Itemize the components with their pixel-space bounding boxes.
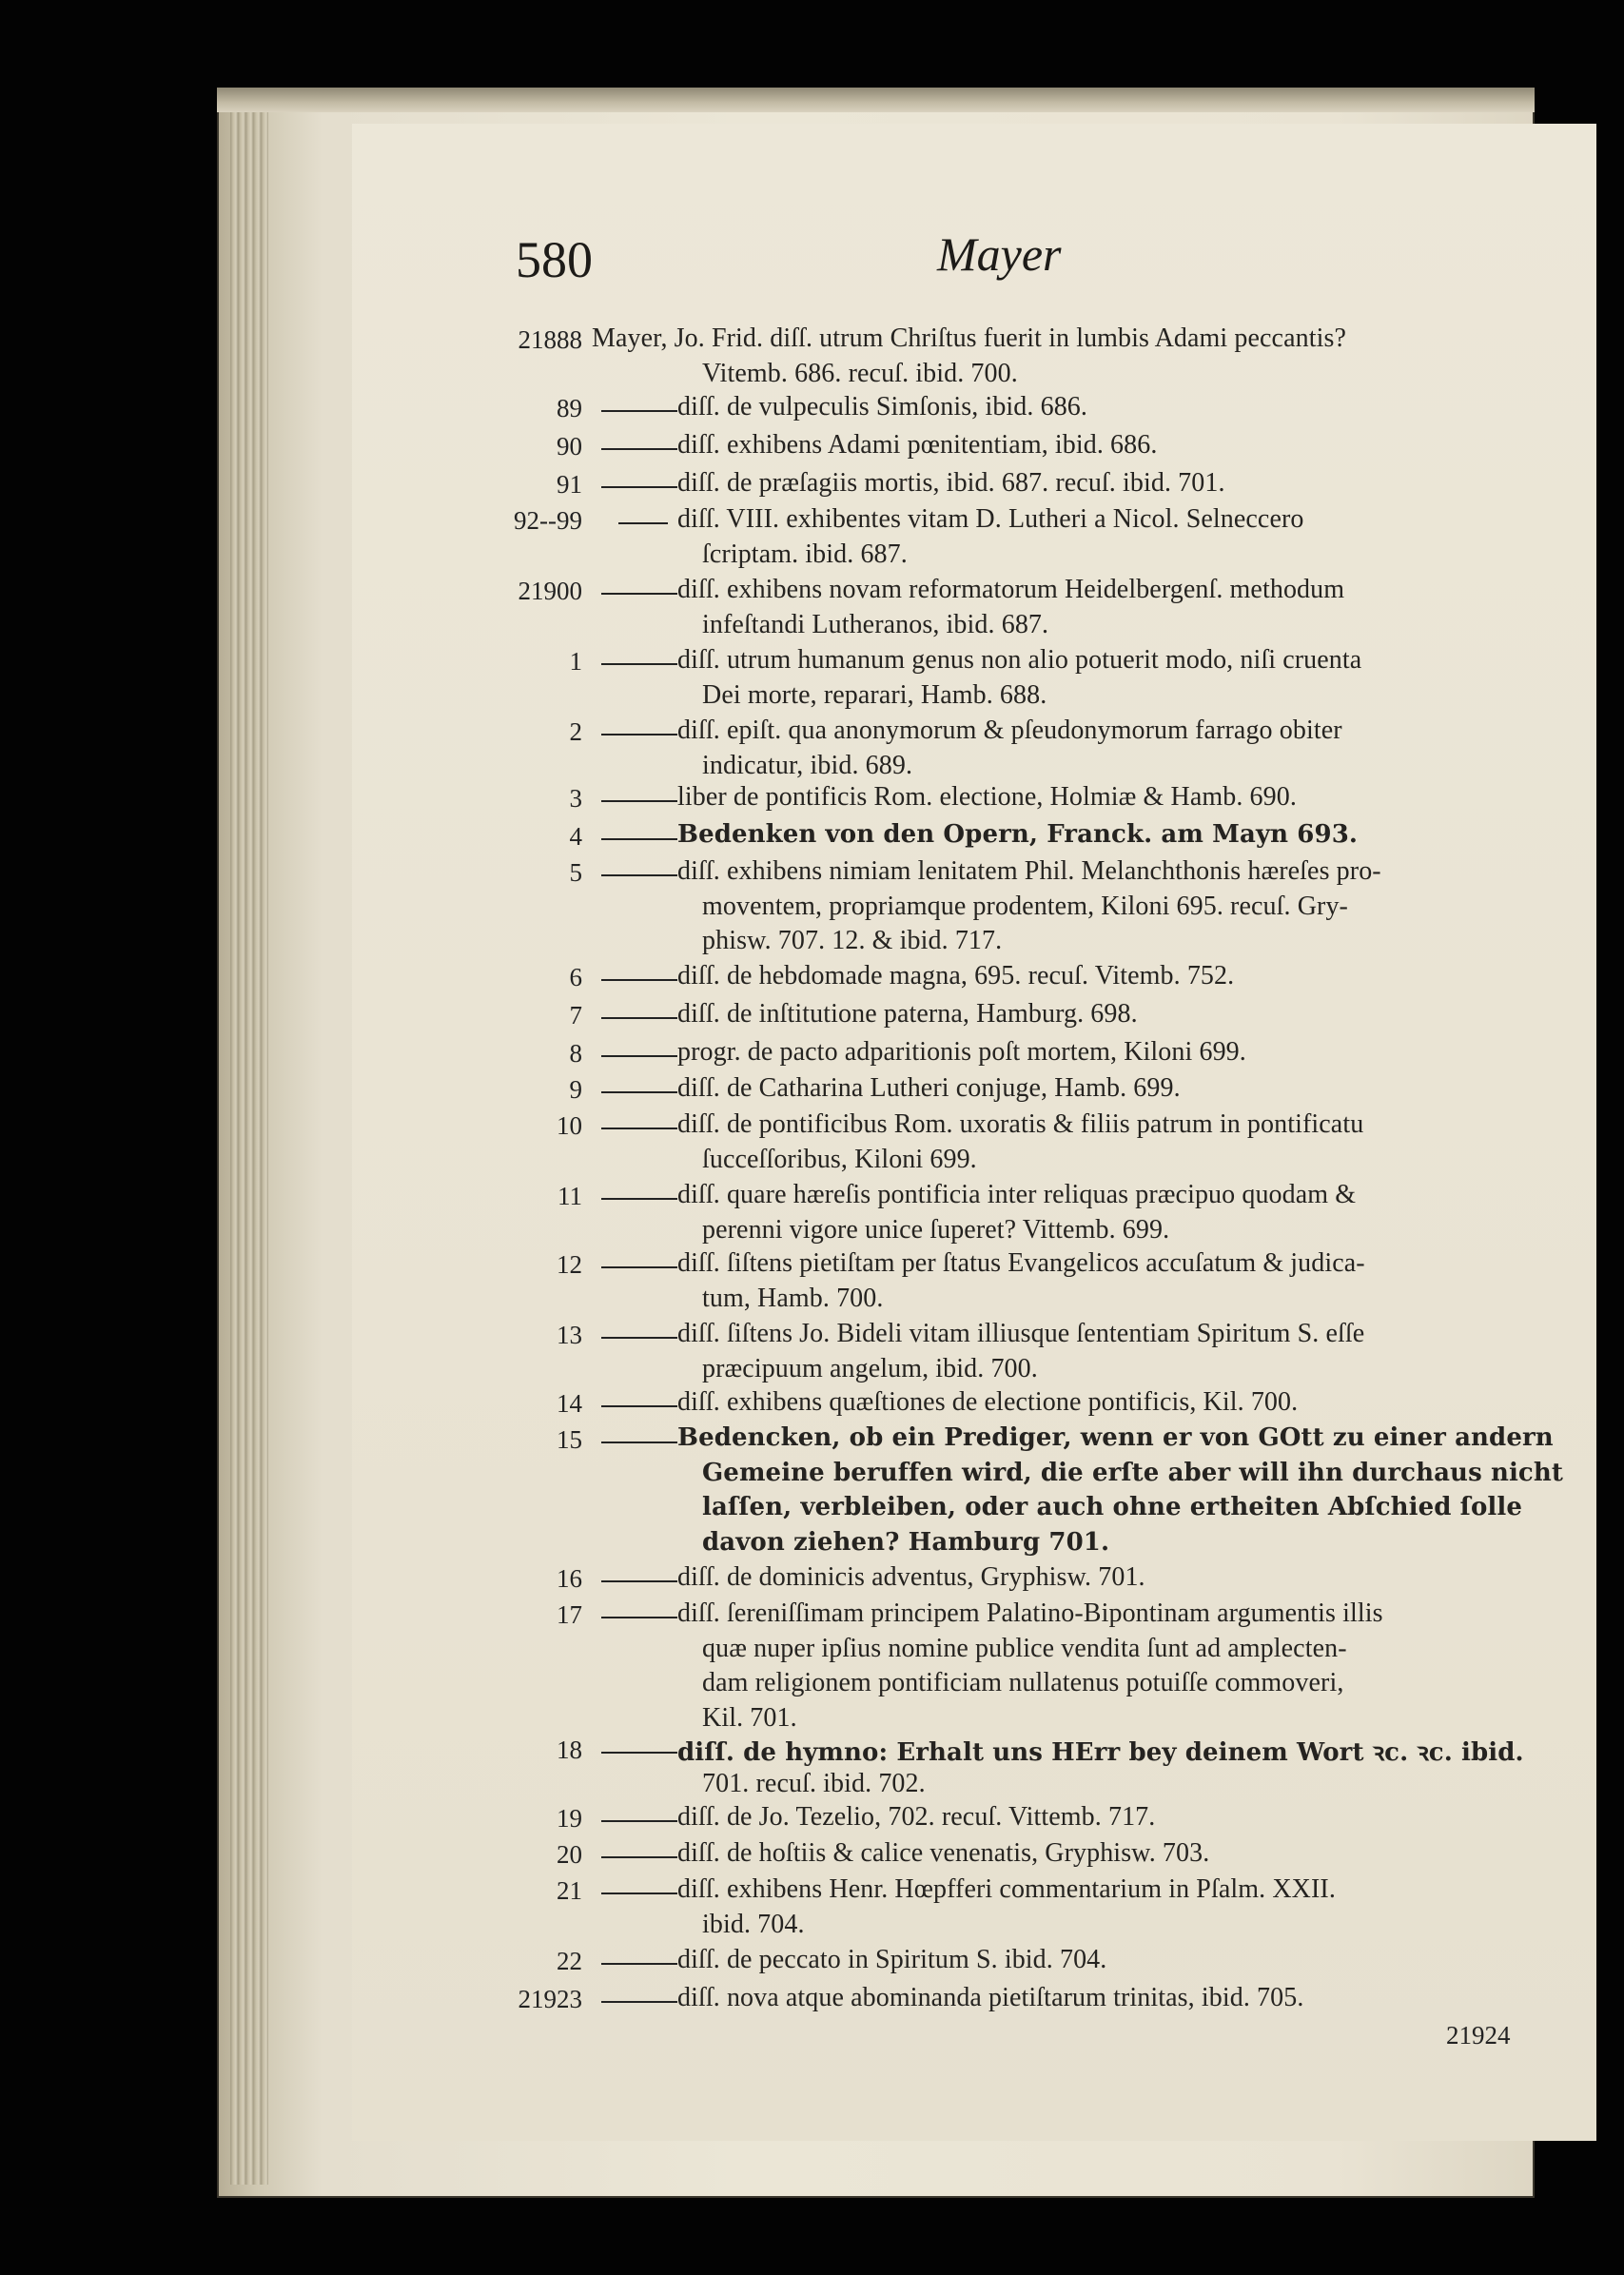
entry-text: diſſ. de hymno: Erhalt uns HErr bey deinem Wort ꝛc. ꝛc. ibid.	[677, 1738, 1524, 1767]
entry-number: 20	[557, 1840, 582, 1869]
entry-number: 11	[558, 1182, 582, 1210]
entry-dash	[601, 800, 677, 802]
entry-number: 91	[557, 470, 582, 499]
entry-dash	[601, 1091, 677, 1093]
entry-number: 10	[557, 1111, 582, 1140]
catchword: 21924	[1446, 2021, 1511, 2049]
entry-dash	[601, 1580, 677, 1582]
entry-number: 6	[569, 963, 582, 991]
entry-text: diſſ. de hoſtiis & calice venenatis, Gryphisw. 703.	[677, 1838, 1210, 1868]
entry-text: diſſ. utrum humanum genus non alio potuerit modo, niſi cruenta	[677, 645, 1362, 675]
entry-text: diſſ. quare hæreſis pontificia inter reliquas præcipuo quodam &	[677, 1180, 1357, 1209]
entry-dash	[601, 734, 677, 735]
entry-dash	[601, 1128, 677, 1129]
entry-dash	[601, 1198, 677, 1200]
entry-number: 3	[569, 784, 582, 813]
entry-text: diſſ. de hebdomade magna, 695. recuſ. Vitemb. 752.	[677, 961, 1235, 990]
entry-text-continuation: Dei morte, reparari, Hamb. 688.	[702, 679, 1047, 710]
entry-dash	[601, 1337, 677, 1339]
entry-text-continuation: ſucceſſoribus, Kiloni 699.	[702, 1144, 977, 1174]
entry-text: diſſ. de Catharina Lutheri conjuge, Hamb. 699.	[677, 1073, 1181, 1103]
entry-text-continuation: davon ziehen? Hamburg 701.	[702, 1527, 1110, 1557]
entry-number: 14	[557, 1389, 582, 1418]
entry-dash	[601, 486, 677, 488]
entry-text: diſſ. de dominicis adventus, Gryphisw. 701.	[677, 1562, 1145, 1592]
entry-dash	[601, 1820, 677, 1822]
entry-text: diſſ. de inſtitutione paterna, Hamburg. 698.	[677, 999, 1138, 1029]
page-number: 580	[516, 231, 593, 288]
entry-dash	[601, 1963, 677, 1965]
entry-text: diſſ. de Jo. Tezelio, 702. recuſ. Vittemb. 717.	[677, 1802, 1156, 1832]
entry-dash	[601, 2001, 677, 2003]
entry-dash	[601, 1893, 677, 1894]
entry-dash	[601, 448, 677, 450]
entry-dash	[601, 979, 677, 981]
running-title: Mayer	[937, 227, 1062, 281]
entry-text: diſſ. exhibens Adami pœnitentiam, ibid. 686.	[677, 430, 1158, 460]
entry-text-continuation: infeſtandi Lutheranos, ibid. 687.	[702, 609, 1049, 639]
entry-dash	[601, 874, 677, 876]
entry-text: diſſ. de pontificibus Rom. uxoratis & filiis patrum in pontificatu	[677, 1109, 1364, 1139]
entry-number: 21923	[518, 1985, 582, 2013]
entry-number: 13	[557, 1321, 582, 1349]
entry-text-continuation: laſſen, verbleiben, oder auch ohne ertheiten Abſchied ſolle	[702, 1493, 1523, 1521]
entry-text-continuation: quæ nuper ipſius nomine publice vendita ſunt ad amplecten-	[702, 1633, 1347, 1663]
entry-text-continuation: dam religionem pontificiam nullatenus potuiſſe commoveri,	[702, 1668, 1344, 1697]
entry-text: liber de pontificis Rom. electione, Holmiæ & Hamb. 690.	[677, 782, 1297, 812]
entry-number: 8	[569, 1039, 582, 1068]
entry-dash	[601, 1017, 677, 1019]
entry-dash	[601, 1617, 677, 1618]
entry-text: diſſ. de peccato in Spiritum S. ibid. 704.	[677, 1945, 1107, 1974]
entry-number: 12	[557, 1250, 582, 1279]
entry-text-continuation: tum, Hamb. 700.	[702, 1283, 884, 1313]
entry-number: 17	[557, 1600, 582, 1629]
entry-dash	[601, 1752, 677, 1754]
entry-text: Bedencken, ob ein Prediger, wenn er von GOtt zu einer andern	[677, 1423, 1554, 1452]
entry-number: 21888	[518, 325, 582, 354]
entry-text: diſſ. exhibens nimiam lenitatem Phil. Melanchthonis hæreſes pro-	[677, 856, 1381, 886]
entry-number: 22	[557, 1947, 582, 1975]
entry-text: diſſ. epiſt. qua anonymorum & pſeudonymorum farrago obiter	[677, 716, 1342, 745]
entry-dash	[601, 593, 677, 595]
entry-dash	[601, 1441, 677, 1443]
entry-text-continuation: indicatur, ibid. 689.	[702, 750, 913, 780]
entry-dash	[601, 1055, 677, 1057]
entry-dash	[601, 1405, 677, 1407]
entry-number: 19	[557, 1804, 582, 1833]
entry-number: 16	[557, 1564, 582, 1593]
entry-text: diſſ. ſereniſſimam principem Palatino-Bipontinam argumentis illis	[677, 1598, 1383, 1628]
entry-text: diſſ. ſiſtens pietiſtam per ſtatus Evangelicos accuſatum & judica-	[677, 1248, 1365, 1278]
entry-text-continuation: ſcriptam. ibid. 687.	[702, 539, 908, 569]
entry-text: diſſ. exhibens Henr. Hœpfferi commentarium in Pſalm. XXII.	[677, 1874, 1336, 1904]
entry-text-continuation: 701. recuſ. ibid. 702.	[702, 1768, 926, 1798]
entry-text: diſſ. exhibens quæſtiones de electione pontificis, Kil. 700.	[677, 1387, 1299, 1417]
entry-text: Bedenken von den Opern, Franck. am Mayn 693.	[677, 820, 1359, 849]
entry-text-continuation: Kil. 701.	[702, 1702, 797, 1733]
entry-text: diſſ. de vulpeculis Simſonis, ibid. 686.	[677, 392, 1087, 422]
entry-text-continuation: ibid. 704.	[702, 1909, 805, 1939]
entry-text: progr. de pacto adparitionis poſt mortem, Kiloni 699.	[677, 1037, 1246, 1067]
entry-dash	[601, 663, 677, 665]
entry-dash	[601, 1266, 677, 1268]
entry-text-continuation: perenni vigore unice ſuperet? Vittemb. 699.	[702, 1214, 1170, 1245]
entry-number: 9	[569, 1075, 582, 1104]
entry-number: 1	[569, 647, 582, 676]
entry-dash	[601, 1856, 677, 1858]
entry-number: 18	[557, 1736, 582, 1764]
entry-number: 92--99	[514, 506, 582, 535]
entry-dash	[618, 522, 668, 524]
entry-number: 2	[569, 717, 582, 746]
entry-text: diſſ. exhibens novam reformatorum Heidelbergenſ. methodum	[677, 575, 1345, 604]
entry-text: diſſ. ſiſtens Jo. Bideli vitam illiusque ſententiam Spiritum S. eſſe	[677, 1319, 1365, 1348]
entry-number: 5	[569, 858, 582, 887]
entry-number: 15	[557, 1425, 582, 1454]
entry-text-continuation: præcipuum angelum, ibid. 700.	[702, 1353, 1038, 1383]
entry-text: diſſ. de præſagiis mortis, ibid. 687. recuſ. ibid. 701.	[677, 468, 1225, 498]
entry-text-continuation: Vitemb. 686. recuſ. ibid. 700.	[702, 358, 1018, 388]
entry-number: 90	[557, 432, 582, 461]
entry-dash	[601, 838, 677, 840]
entry-number: 4	[569, 822, 582, 851]
entry-text: Mayer, Jo. Frid. diſſ. utrum Chriſtus fuerit in lumbis Adami peccantis?	[592, 324, 1346, 353]
entry-text-continuation: Gemeine beruffen wird, die erſte aber will ihn durchaus nicht	[702, 1458, 1563, 1487]
entry-number: 21	[557, 1876, 582, 1905]
entry-number: 7	[569, 1001, 582, 1030]
entry-number: 89	[557, 394, 582, 422]
entry-dash	[601, 410, 677, 412]
entry-text-continuation: phisw. 707. 12. & ibid. 717.	[702, 926, 1003, 955]
entry-text: diſſ. VIII. exhibentes vitam D. Lutheri a Nicol. Selneccero	[677, 504, 1304, 534]
entry-text: diſſ. nova atque abominanda pietiſtarum trinitas, ibid. 705.	[677, 1983, 1304, 2012]
entry-text-continuation: moventem, propriamque prodentem, Kiloni 695. recuſ. Gry-	[702, 891, 1348, 921]
entry-number: 21900	[518, 577, 582, 605]
